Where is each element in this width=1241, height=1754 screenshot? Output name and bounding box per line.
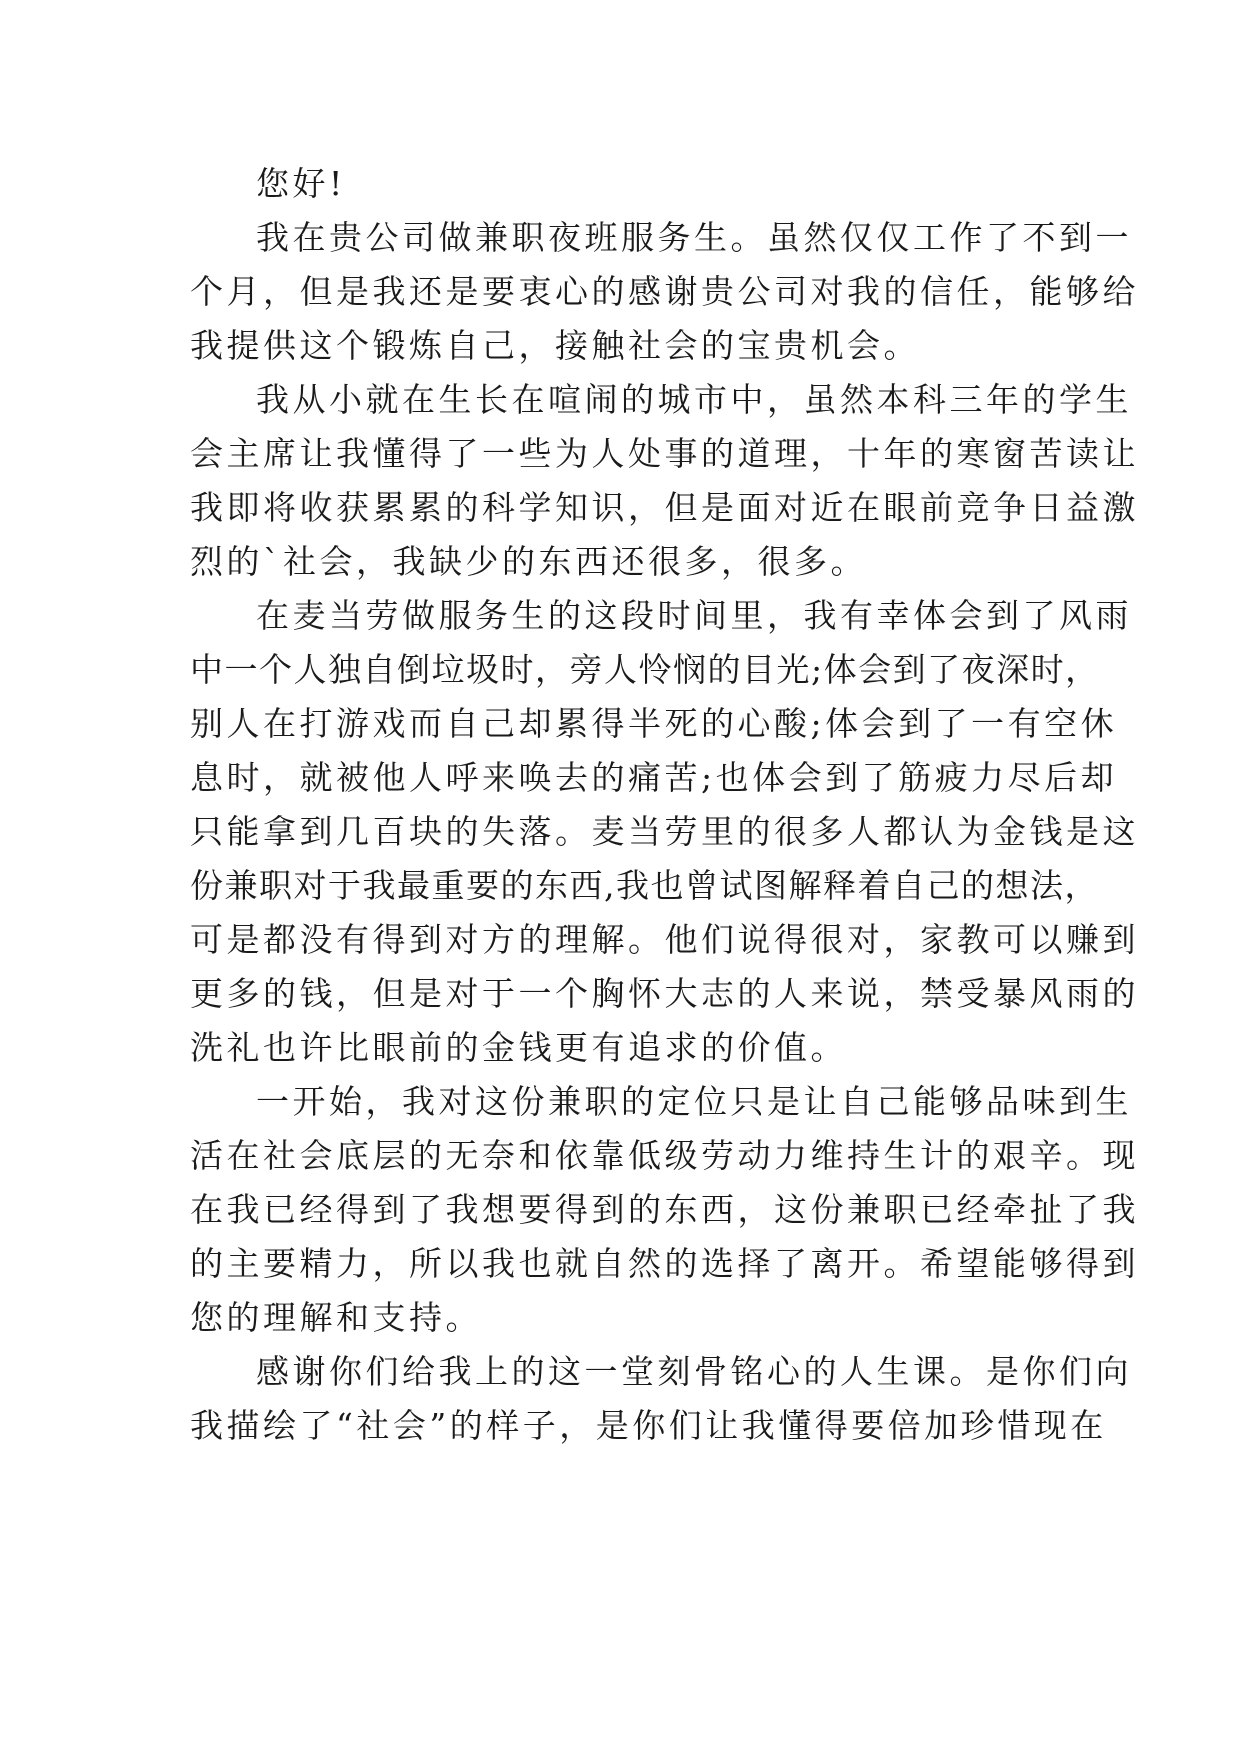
text-line: 个月，但是我还是要衷心的感谢贵公司对我的信任，能够给	[190, 272, 1139, 311]
text-line: 息时，就被他人呼来唤去的痛苦;也体会到了筋疲力尽后却	[190, 758, 1118, 797]
text-line: 份兼职对于我最重要的东西,我也曾试图解释着自己的想法，	[190, 866, 1099, 905]
text-line: 在我已经得到了我想要得到的东西，这份兼职已经牵扯了我	[190, 1190, 1139, 1229]
text-line: 中一个人独自倒垃圾时，旁人怜悯的目光;体会到了夜深时，	[190, 650, 1100, 689]
text-line: 烈的`社会，我缺少的东西还很多，很多。	[190, 542, 867, 581]
text-line: 我从小就在生长在喧闹的城市中，虽然本科三年的学生	[256, 380, 1132, 419]
letter-body	[190, 157, 1139, 1453]
text-line: 我描绘了“社会”的样子，是你们让我懂得要倍加珍惜现在	[190, 1406, 1107, 1445]
text-line: 一开始，我对这份兼职的定位只是让自己能够品味到生	[256, 1082, 1132, 1121]
text-line: 洗礼也许比眼前的金钱更有追求的价值。	[190, 1028, 847, 1067]
text-line: 活在社会底层的无奈和依靠低级劳动力维持生计的艰辛。现	[190, 1136, 1139, 1175]
text-line: 感谢你们给我上的这一堂刻骨铭心的人生课。是你们向	[256, 1352, 1132, 1391]
text-line: 更多的钱，但是对于一个胸怀大志的人来说，禁受暴风雨的	[190, 974, 1139, 1013]
text-line: 会主席让我懂得了一些为人处事的道理，十年的寒窗苦读让	[190, 434, 1139, 473]
text-line: 我即将收获累累的科学知识，但是面对近在眼前竞争日益激	[190, 488, 1139, 527]
text-line: 您好!	[256, 164, 346, 203]
text-line: 可是都没有得到对方的理解。他们说得很对，家教可以赚到	[190, 920, 1139, 959]
text-line: 我提供这个锻炼自己，接触社会的宝贵机会。	[190, 326, 920, 365]
text-line: 您的理解和支持。	[190, 1298, 482, 1337]
text-line: 的主要精力，所以我也就自然的选择了离开。希望能够得到	[190, 1244, 1139, 1283]
text-line: 我在贵公司做兼职夜班服务生。虽然仅仅工作了不到一	[256, 218, 1132, 257]
text-line: 只能拿到几百块的失落。麦当劳里的很多人都认为金钱是这	[190, 812, 1139, 851]
text-line: 别人在打游戏而自己却累得半死的心酸;体会到了一有空休	[190, 704, 1118, 743]
text-line: 在麦当劳做服务生的这段时间里，我有幸体会到了风雨	[256, 596, 1132, 635]
